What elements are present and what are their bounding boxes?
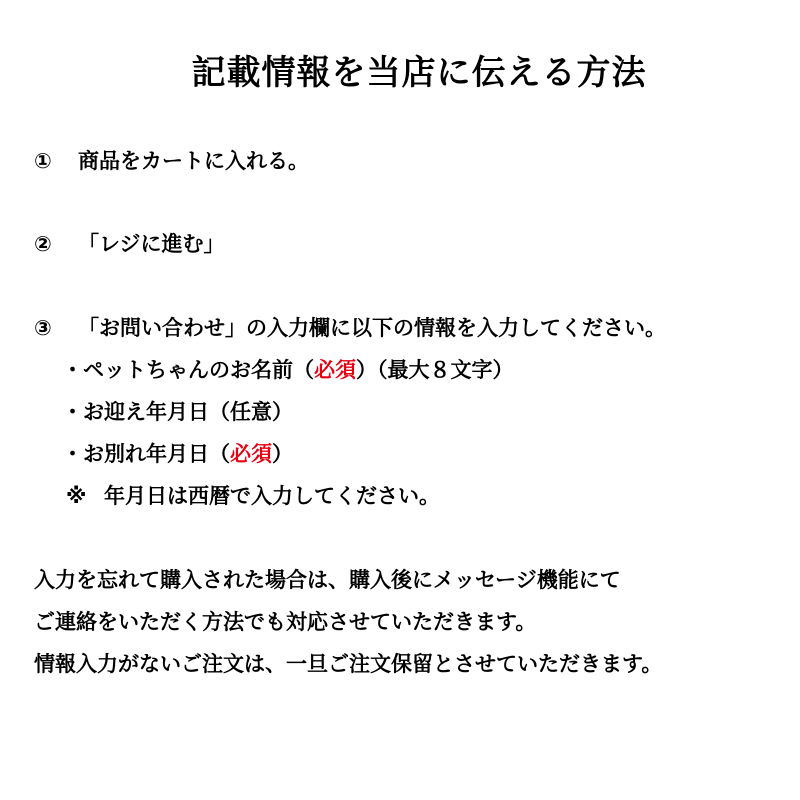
step-1: [34, 151, 309, 172]
note-mark: ※: [66, 484, 87, 508]
step-3: [34, 318, 666, 339]
field-label: ・ペットちゃんのお名前（: [62, 358, 314, 382]
step-number: ③: [34, 316, 52, 340]
field-suffix: ）: [272, 442, 293, 466]
step-number: ②: [34, 232, 52, 256]
step-text: 「お問い合わせ」の入力欄に以下の情報を入力してください。: [78, 316, 666, 340]
step-number: ①: [34, 149, 52, 173]
step-text: 「レジに進む」: [78, 232, 225, 256]
date-format-note: [66, 486, 440, 507]
step-text: 商品をカートに入れる。: [78, 149, 309, 173]
field-label: ・お別れ年月日（: [62, 442, 230, 466]
field-suffix: ）（最大８文字）: [356, 358, 514, 382]
notice-line-2: ご連絡をいただく方法でも対応させていただきます。: [34, 610, 537, 634]
notice-line-3: 情報入力がないご注文は、一旦ご注文保留とさせていただきます。: [34, 652, 663, 676]
required-badge: 必須: [230, 442, 272, 466]
notice-line-1: 入力を忘れて購入された場合は、購入後にメッセージ機能にて: [34, 568, 621, 592]
note-text: 年月日は西暦で入力してください。: [104, 484, 440, 508]
field-label: ・お迎え年月日（任意）: [62, 400, 293, 424]
required-badge: 必須: [314, 358, 356, 382]
field-welcome-date: [62, 402, 293, 423]
step-2: [34, 234, 224, 255]
field-farewell-date: [62, 444, 293, 465]
field-pet-name: [62, 360, 514, 381]
page-title: 記載情報を当店に伝える方法: [191, 53, 647, 93]
